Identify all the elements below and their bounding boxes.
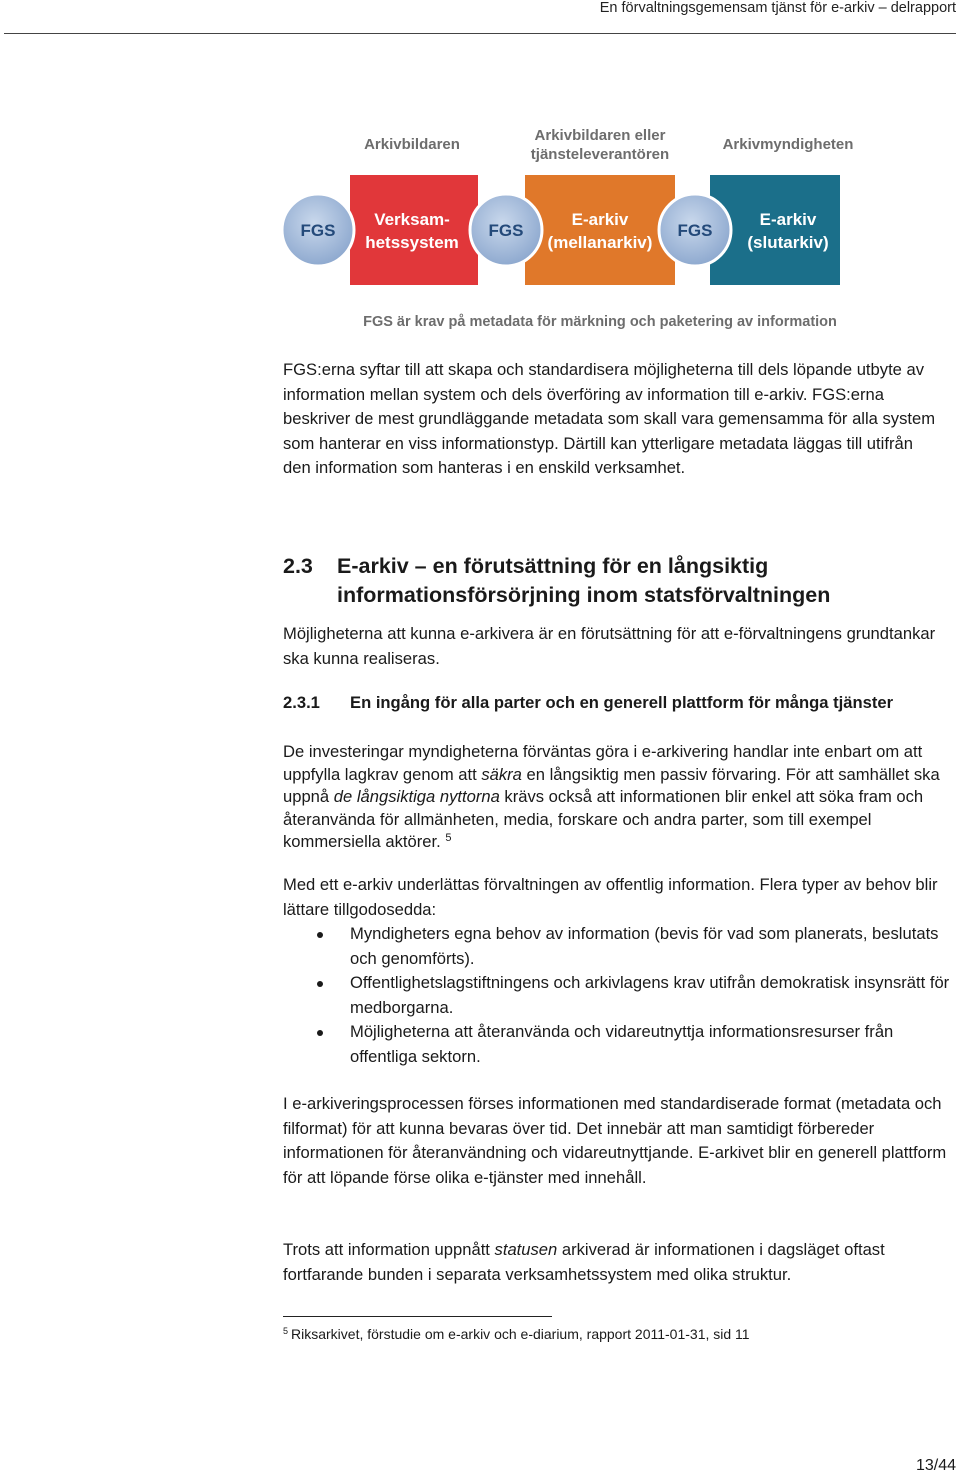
section-number: 2.3 — [283, 554, 313, 578]
fgs-label-3: FGS — [677, 221, 713, 240]
diagram-caption: FGS är krav på metadata för märkning och paketering av information — [363, 314, 837, 330]
final-archive-line2: (slutarkiv) — [747, 233, 829, 252]
footnote-number: 5 — [283, 1326, 289, 1336]
fgs-label-1: FGS — [300, 221, 336, 240]
subsection-number: 2.3.1 — [283, 693, 320, 712]
benefits-intro-paragraph: Med ett e-arkiv underlättas förvaltningen av offentlig information. Flera typer av behov blir lättare tillgodosedda: — [283, 875, 938, 919]
status-paragraph-part2: arkiverad är informationen i dagsläget oftast fortfarande bunden i separata verksamhetssystem med olika struktur. — [283, 1240, 885, 1284]
bullet-icon — [317, 981, 323, 987]
final-archive-line1: E-arkiv — [759, 210, 817, 229]
process-paragraph: I e-arkiveringsprocessen förses informationen med standardiserade format (metadata och filformat) för att kunna bevaras över tid. Det innebär att man samtidigt förbereder informationen för återanvändning och vidareutnyttjande. E-arkivet blir en generell plattform för att löpande förse olika e-tjänster med innehåll. — [283, 1094, 947, 1187]
subsection-paragraph-emphasis-1: säkra — [481, 764, 522, 784]
label-creator-or-provider-line1: Arkivbildaren eller — [534, 127, 666, 144]
label-archive-creator: Arkivbildaren — [364, 136, 460, 153]
fgs-label-2: FGS — [488, 221, 524, 240]
subsection-paragraph — [283, 741, 951, 854]
subsection-paragraph-emphasis-2: de långsiktiga nyttorna — [333, 787, 500, 806]
section-intro-paragraph: Möjligheterna att kunna e-arkivera är en förutsättning för att e-förvaltningens grundtankar ska kunna realiseras. — [283, 624, 936, 668]
status-paragraph-emphasis: statusen — [494, 1240, 558, 1259]
list-item-text: Möjligheterna att återanvända och vidareutnyttja informationsresurser från offentliga sektorn. — [350, 1022, 894, 1066]
intermediate-archive-box — [525, 175, 675, 285]
intermediate-archive-line1: E-arkiv — [571, 210, 629, 229]
fgs-archive-flow-diagram — [270, 110, 880, 340]
label-creator-or-provider-line2: tjänsteleverantören — [530, 146, 670, 163]
bullet-icon — [317, 1030, 323, 1036]
subsection-paragraph-part3: krävs också att informationen blir enkel att söka fram och återanvända för allmänheten, media, forskare och andra parter, som till exempel kommersiella aktörer. — [283, 787, 924, 851]
footnote-reference[interactable]: 5 — [445, 832, 452, 844]
status-paragraph-part1: Trots att information uppnått — [283, 1240, 495, 1259]
subsection-paragraph-part1: De investeringar myndigheterna förväntas göra i e-arkivering handlar inte enbart om att uppfylla lagkrav genom att — [283, 742, 923, 784]
list-item — [283, 1020, 951, 1069]
business-system-line2: hetssystem — [365, 233, 459, 252]
page-number: 13/44 — [915, 1457, 956, 1474]
business-system-line1: Verksam- — [374, 210, 450, 229]
header-rule — [4, 33, 956, 34]
label-archive-authority: Arkivmyndigheten — [722, 136, 854, 153]
subsection-paragraph-part2: en långsiktig men passiv förvaring. För att samhället ska uppnå — [283, 764, 940, 806]
section-title: E-arkiv – en förutsättning för en långsiktig informationsförsörjning inom statsförvaltningen — [337, 554, 831, 607]
bullet-icon — [317, 932, 323, 938]
running-header: En förvaltningsgemensam tjänst för e-arkiv – delrapport — [599, 0, 956, 16]
list-item — [283, 922, 951, 971]
footnote-text: Riksarkivet, förstudie om e-arkiv och e-diarium, rapport 2011-01-31, sid 11 — [291, 1326, 750, 1342]
status-paragraph — [283, 1238, 951, 1287]
list-item-text: Myndigheters egna behov av information (bevis för vad som planerats, beslutats och genomförts). — [350, 924, 939, 968]
intro-paragraph: FGS:erna syftar till att skapa och standardisera möjligheterna till dels löpande utbyte av information mellan system och dels överföring av information till e-arkiv. FGS:erna beskriver de mest grundläggande metadata som skall vara gemensamma för alla system som hanterar en viss informationstyp. Därtill kan ytterligare metadata läggas till utifrån den information som hanteras i en enskild verksamhet. — [283, 360, 936, 477]
list-item — [283, 971, 951, 1020]
list-item-text: Offentlighetslagstiftningens och arkivlagens krav utifrån demokratisk insynsrätt för medborgarna. — [350, 973, 950, 1017]
subsection-title: En ingång för alla parter och en generell plattform för många tjänster — [350, 693, 894, 712]
intermediate-archive-line2: (mellanarkiv) — [547, 233, 653, 252]
benefits-list — [283, 922, 951, 1069]
footnote-rule — [283, 1316, 552, 1317]
footnote — [283, 1324, 750, 1344]
business-system-box — [350, 175, 478, 285]
